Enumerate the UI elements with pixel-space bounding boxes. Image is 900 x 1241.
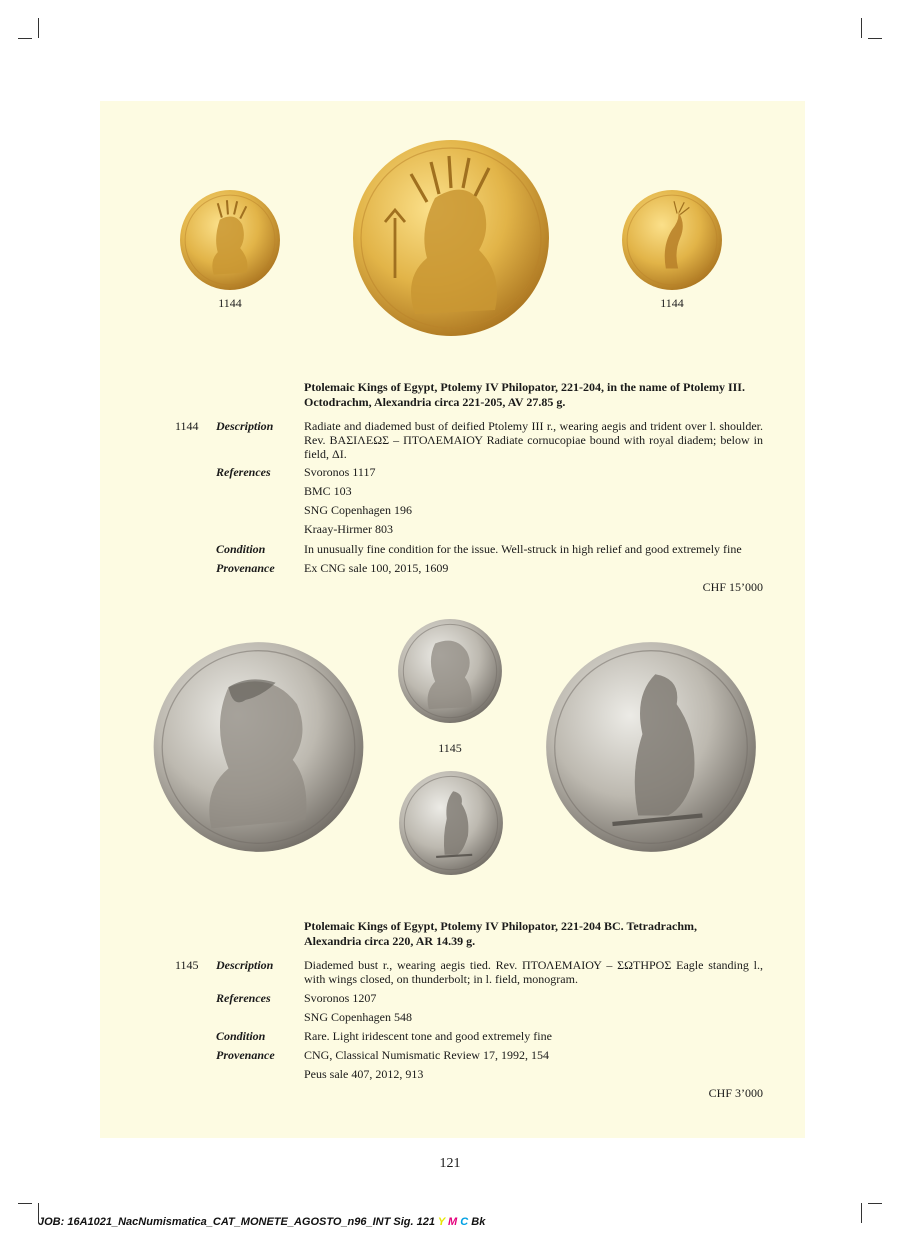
lot-price: CHF 3’000 [708,1086,763,1100]
crop-mark [847,18,862,38]
provenance-item: Ex CNG sale 100, 2015, 1609 [304,561,449,575]
description-label: Description [216,419,274,433]
plate-cyan: C [460,1216,469,1228]
reference-item: Svoronos 1117 [304,465,376,479]
references-label: References [216,465,271,479]
crop-mark [18,1203,32,1218]
description-label: Description [216,958,274,972]
plate-magenta: M [448,1216,458,1228]
provenance-label: Provenance [216,1048,275,1062]
reference-item: SNG Copenhagen 548 [304,1010,412,1024]
condition-label: Condition [216,1029,266,1043]
crop-mark [868,1203,882,1218]
coin-1145-obverse-enlarged [150,640,367,854]
lot-title-line: Alexandria circa 220, AR 14.39 g. [304,934,476,948]
lot-price: CHF 15’000 [702,580,763,594]
reference-item: Svoronos 1207 [304,991,377,1005]
lot-title-line: Ptolemaic Kings of Egypt, Ptolemy IV Philopator, 221-204, in the name of Ptolemy III. [304,380,745,394]
provenance-item: CNG, Classical Numismatic Review 17, 1992, 154 [304,1048,549,1062]
references-label: References [216,991,271,1005]
coin-1144-reverse [620,189,724,291]
lot-title [304,380,774,410]
reference-item: SNG Copenhagen 196 [304,503,412,517]
description-text: Diademed bust r., wearing aegis tied. Rev. ΠΤΟΛΕΜΑΙΟΥ – ΣΩΤΗΡΟΣ Eagle standing l., with wings closed, on thunderbolt; in l. field, monogram. [304,958,763,986]
coin-caption: 1144 [218,296,242,310]
condition-text: In unusually fine condition for the issue. Well-struck in high relief and good extremely fine [304,542,742,556]
reference-item: BMC 103 [304,484,352,498]
provenance-item: Peus sale 407, 2012, 913 [304,1067,424,1081]
description-text: Radiate and diademed bust of deified Ptolemy III r., wearing aegis and trident over l. shoulder. Rev. ΒΑΣΙΛΕΩΣ – ΠΤΟΛΕΜΑΙΟΥ Radiate cornucopiae bound with royal diadem; below in field, ΔΙ. [304,419,763,461]
coin-1144-obverse-small [178,189,282,291]
coin-1145-reverse-enlarged [542,640,760,854]
crop-mark [18,24,32,39]
coin-1145-reverse-small [397,770,505,876]
coin-1144-obverse-enlarged [347,138,555,338]
coin-caption: 1145 [438,741,462,755]
condition-text: Rare. Light iridescent tone and good extremely fine [304,1029,552,1043]
lot-number: 1144 [175,419,199,433]
plate-black: Bk [471,1216,486,1228]
coin-caption: 1144 [660,296,684,310]
lot-title-line: Octodrachm, Alexandria circa 221-205, AV 27.85 g. [304,395,566,409]
coin-1145-obverse-small [396,618,504,724]
plate-yellow: Y [437,1216,445,1228]
page-number: 121 [439,1156,461,1171]
provenance-label: Provenance [216,561,275,575]
crop-mark [868,24,882,39]
reference-item: Kraay-Hirmer 803 [304,522,393,536]
crop-mark [847,1203,862,1223]
job-slug [38,1216,485,1228]
condition-label: Condition [216,542,266,556]
crop-mark [38,18,53,38]
job-slug-text: JOB: 16A1021_NacNumismatica_CAT_MONETE_AGOSTO_n96_INT Sig. 121 [38,1216,435,1228]
lot-title-line: Ptolemaic Kings of Egypt, Ptolemy IV Philopator, 221-204 BC. Tetradrachm, [304,919,697,933]
lot-number: 1145 [175,958,199,972]
lot-title [304,919,774,949]
